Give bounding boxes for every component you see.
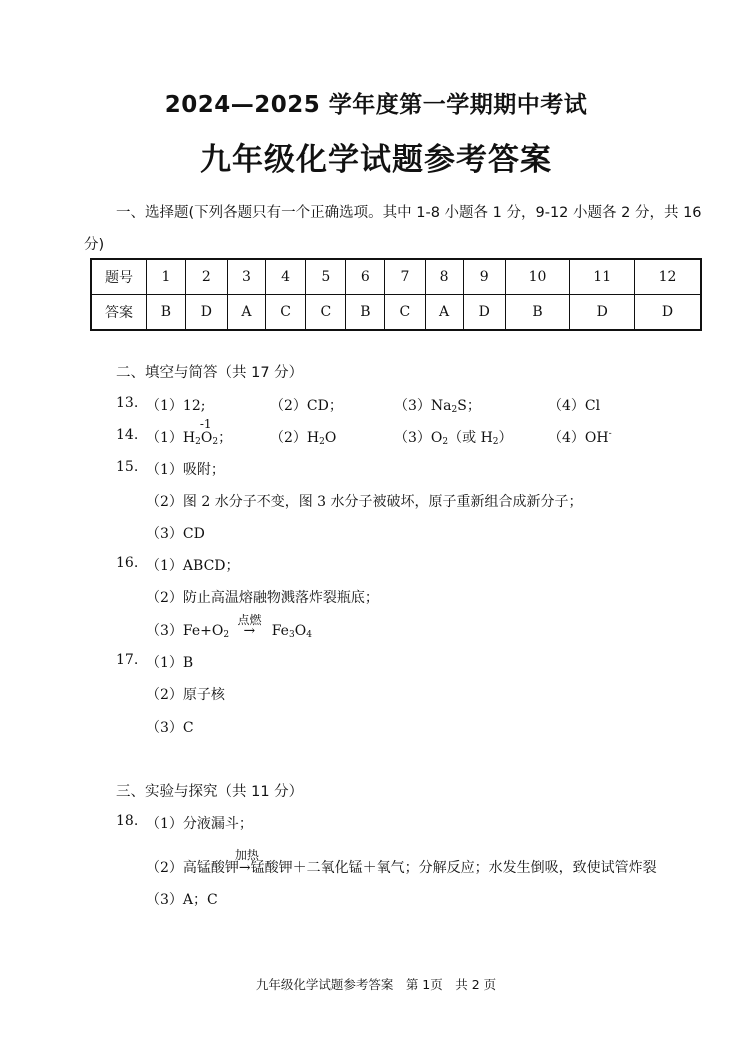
answer-table <box>90 258 702 331</box>
answer-cell: C <box>266 295 306 331</box>
answer-cell: B <box>147 295 186 331</box>
answer-cell: C <box>306 295 346 331</box>
q13-answer-1: （1）12; <box>146 398 206 414</box>
answer-key-title: 九年级化学试题参考答案 <box>200 142 552 178</box>
answer-cell: B <box>346 295 385 331</box>
section2-heading: 二、填空与简答（共 17 分） <box>116 365 304 381</box>
q15-number: 15. <box>116 459 139 475</box>
q15-answer-2: （2）图 2 水分子不变，图 3 水分子被破坏，原子重新组合成新分子； <box>146 494 583 510</box>
q13-number: 13. <box>116 395 139 411</box>
answer-cell: A <box>227 295 265 331</box>
q13-answer-4: （4）Cl <box>548 398 601 414</box>
question-number: 2 <box>185 259 227 295</box>
question-number: 12 <box>635 259 701 295</box>
answer-cell: D <box>635 295 701 331</box>
q17-number: 17. <box>116 652 139 668</box>
q14-answer-3: （3）O2（或 H2） <box>394 430 513 447</box>
question-number: 10 <box>505 259 570 295</box>
q18-answer-2: （2）高锰酸钾 加热 →锰酸钾＋二氧化锰＋氧气；分解反应；水发生倒吸，致使试管炸裂 <box>146 848 657 876</box>
section1-heading-cont: 分) <box>84 237 105 253</box>
question-number: 9 <box>463 259 505 295</box>
question-number: 7 <box>385 259 425 295</box>
q17-answer-3: （3）C <box>146 720 194 736</box>
q15-answer-3: （3）CD <box>146 526 205 542</box>
q16-answer-3: （3）Fe+O2 点燃 → Fe3O4 <box>146 613 312 640</box>
section1-heading: 一、选择题(下列各题只有一个正确选项。其中 1-8 小题各 1 分，9-12 小题各 2 分，共 16 <box>116 205 702 221</box>
q17-answer-1: （1）B <box>146 655 194 671</box>
answer-cell: D <box>463 295 505 331</box>
q14-answer-2: （2）H2O <box>270 430 337 447</box>
q16-number: 16. <box>116 555 139 571</box>
question-number: 4 <box>266 259 306 295</box>
q15-answer-1: （1）吸附； <box>146 462 225 478</box>
question-number: 5 <box>306 259 346 295</box>
reaction-arrow: 加热 → <box>234 848 259 876</box>
q14-answer-4: （4）OH- <box>548 429 612 446</box>
answer-cell: B <box>505 295 570 331</box>
q18-number: 18. <box>116 813 139 829</box>
oxidation-state-label: -1 <box>199 417 212 431</box>
row-label-answer: 答案 <box>91 295 147 331</box>
q13-answer-3: （3）Na2S； <box>394 398 481 415</box>
q17-answer-2: （2）原子核 <box>146 687 225 703</box>
exam-title: 2024—2025 学年度第一学期期中考试 <box>164 92 588 118</box>
answer-cell: A <box>425 295 463 331</box>
q14-number: 14. <box>116 427 139 443</box>
q16-answer-2: （2）防止高温熔融物溅落炸裂瓶底； <box>146 590 379 606</box>
reaction-condition: 加热 <box>234 848 259 862</box>
question-number: 3 <box>227 259 265 295</box>
q14-answer-1: （1）H2 -1 O2； <box>146 417 233 447</box>
q18-answer-1: （1）分液漏斗； <box>146 816 253 832</box>
answer-cell: D <box>570 295 635 331</box>
section3-heading: 三、实验与探究（共 11 分） <box>116 784 304 800</box>
reaction-condition: 点燃 <box>237 613 262 627</box>
q13-answer-2: （2）CD； <box>270 398 343 414</box>
q18-answer-3: （3）A；C <box>146 892 218 908</box>
question-number: 8 <box>425 259 463 295</box>
question-number-row <box>91 259 701 295</box>
row-label-question: 题号 <box>91 259 147 295</box>
question-number: 6 <box>346 259 385 295</box>
answer-cell: C <box>385 295 425 331</box>
answer-cell: D <box>185 295 227 331</box>
q16-answer-1: （1）ABCD； <box>146 558 240 574</box>
question-number: 1 <box>147 259 186 295</box>
question-number: 11 <box>570 259 635 295</box>
reaction-arrow: 点燃 → <box>237 613 262 639</box>
page-footer: 九年级化学试题参考答案 第 1页 共 2 页 <box>255 977 497 992</box>
answer-row <box>91 295 701 331</box>
